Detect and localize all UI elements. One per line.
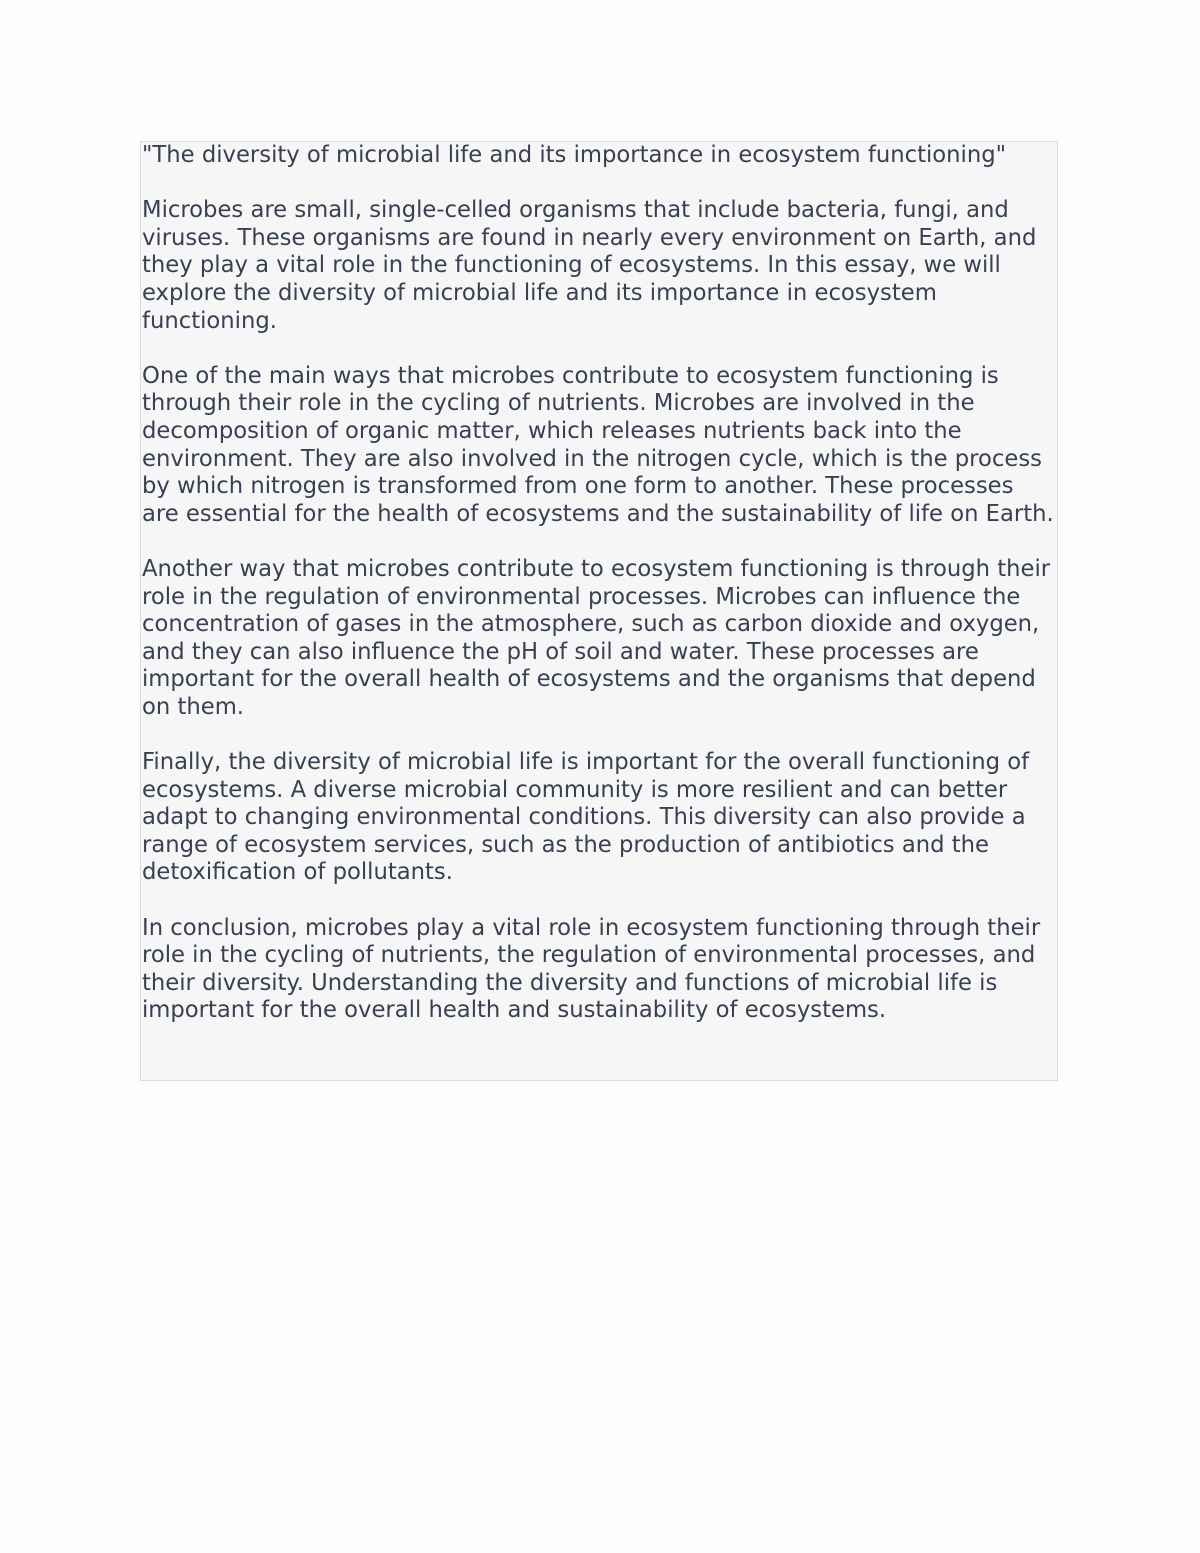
essay-paragraph-conclusion: In conclusion, microbes play a vital role in ecosystem functioning through their role in the cycling of nutrients, the regulation of environmental processes, and their diversity. Understanding the diversity and functions of microbial life is important for the overall health and sustainability of ecosystems. bbox=[142, 914, 1041, 1024]
essay-paragraph-intro: Microbes are small, single-celled organisms that include bacteria, fungi, and viruses. These organisms are found in nearly every environment on Earth, and they play a vital role in the functioning of ecosystems. In this essay, we will explore the diversity of microbial life and its importance in ecosystem functioning. bbox=[142, 197, 1037, 334]
essay-text-box bbox=[140, 141, 1058, 1081]
essay-paragraph-diversity: Finally, the diversity of microbial life is important for the overall functioning of ecosystems. A diverse microbial community is more resilient and can better adapt to changing environmental conditions. This diversity can also provide a range of ecosystem services, such as the production of antibiotics and the detoxification of pollutants. bbox=[142, 749, 1030, 886]
essay-title: "The diversity of microbial life and its importance in ecosystem functioning" bbox=[142, 142, 1007, 168]
essay-paragraph-nutrient-cycling: One of the main ways that microbes contribute to ecosystem functioning is through their role in the cycling of nutrients. Microbes are involved in the decomposition of organic matter, which releases nutrients back into the environment. They are also involved in the nitrogen cycle, which is the process by which nitrogen is transformed from one form to another. These processes are essential for the health of ecosystems and the sustainability of life on Earth. bbox=[142, 362, 1054, 527]
essay-paragraph-environmental-regulation: Another way that microbes contribute to ecosystem functioning is through their role in the regulation of environmental processes. Microbes can influence the concentration of gases in the atmosphere, such as carbon dioxide and oxygen, and they can also influence the pH of soil and water. These processes are important for the overall health of ecosystems and the organisms that depend on them. bbox=[142, 555, 1051, 720]
